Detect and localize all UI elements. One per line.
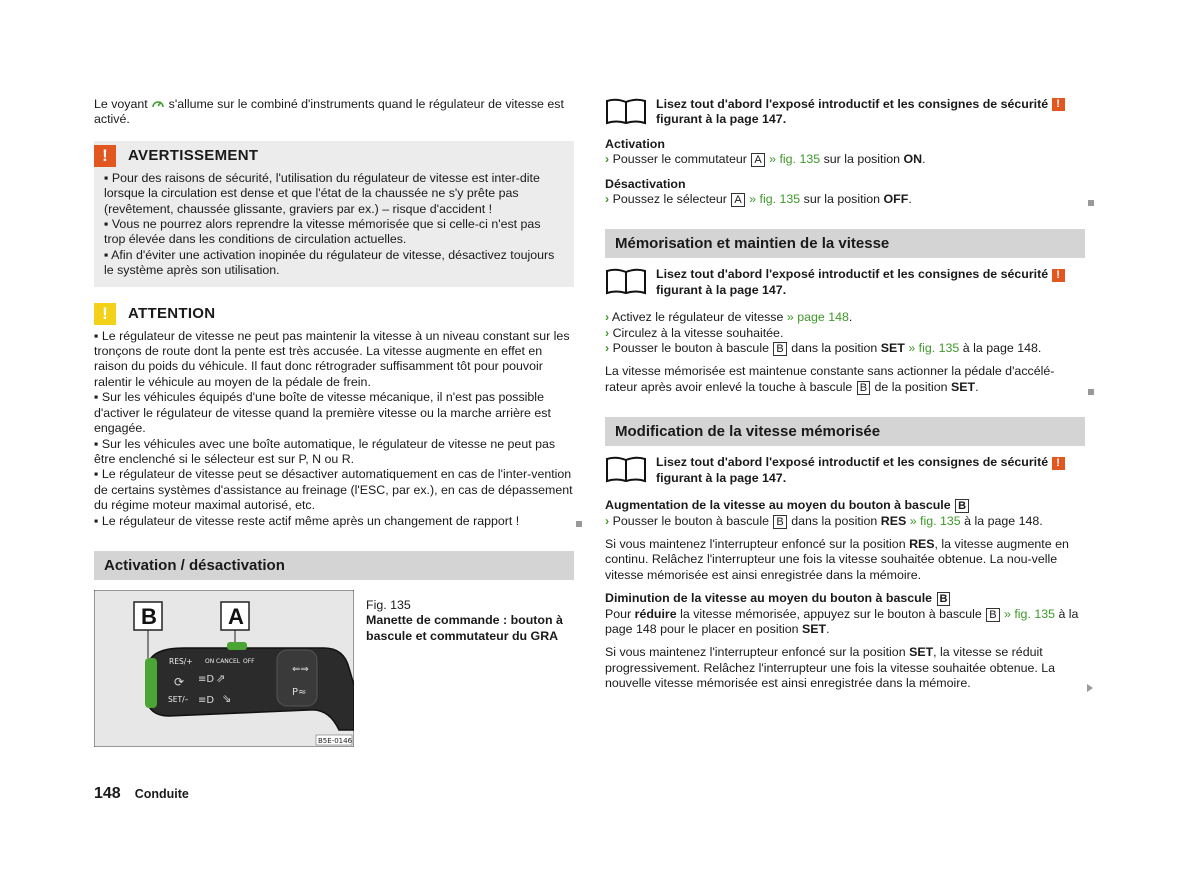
- caution-item: ▪ Le régulateur de vitesse peut se désactiver automatiquement en cas de l'inter-vention de certains systèmes d'assistance au freinage (l'ESC, par ex.), en cas de dépassement du régime moteur maximal autorisé, etc.: [94, 467, 573, 513]
- figure-set-label: SET/–: [168, 694, 189, 704]
- figure-cancel-label: CANCEL: [216, 657, 241, 665]
- svg-text:≡D: ≡D: [198, 673, 215, 685]
- warning-small-icon: !: [1052, 98, 1065, 111]
- increase-paragraph: Si vous maintenez l'interrupteur enfoncé sur la position RES, la vitesse augmente en continu. Relâchez l'interrupteur une fois la vitesse souhaitée obtenue. La nou-velle vitesse mémorisée est ainsi enregistrée dans la mémoire.: [605, 536, 1069, 582]
- caution-title: ATTENTION: [128, 304, 216, 322]
- svg-text:⇐⇒: ⇐⇒: [292, 663, 309, 675]
- book-icon: [605, 267, 647, 295]
- svg-text:P≈: P≈: [292, 686, 307, 698]
- end-mark: [1088, 200, 1094, 206]
- warning-title: AVERTISSEMENT: [128, 147, 259, 165]
- decrease-title: Diminution de la vitesse au moyen du bouton à bascule B: [605, 591, 1085, 606]
- figure-off-label: OFF: [243, 657, 255, 665]
- book-icon: [605, 97, 647, 125]
- memorisation-step: › Activez le régulateur de vitesse » page 148.: [605, 310, 853, 325]
- figure-code: B5E-0146: [318, 736, 353, 745]
- deactivation-step: › Poussez le sélecteur A » fig. 135 sur la position OFF.: [605, 192, 912, 207]
- fig-link[interactable]: » fig. 135: [769, 152, 821, 167]
- figure-label-b: B: [141, 603, 157, 629]
- left-column: [94, 97, 574, 747]
- caution-item: ▪ Sur les véhicules équipés d'une boîte de vitesse mécanique, il n'est pas possible d'activer le régulateur de vitesse quand la première vitesse ou la marche arrière est engagée.: [94, 390, 551, 436]
- warning-item: ▪ Afin d'éviter une activation inopinée du régulateur de vitesse, désactivez toujours le système après son utilisation.: [104, 247, 555, 278]
- figure-caption-text: Manette de commande : bouton à bascule et commutateur du GRA: [366, 613, 563, 643]
- section-title-activation: Activation / désactivation: [94, 551, 574, 580]
- page-link[interactable]: » page 148: [786, 310, 849, 325]
- warning-small-icon: !: [1052, 457, 1065, 470]
- continue-arrow-icon: [1087, 684, 1093, 692]
- activation-step: › Pousser le commutateur A » fig. 135 sur la position ON.: [605, 152, 926, 167]
- increase-step: › Pousser le bouton à bascule B dans la position RES » fig. 135 à la page 148.: [605, 513, 1043, 528]
- section-title-memorisation: Mémorisation et maintien de la vitesse: [605, 229, 1085, 258]
- section-title-modification: Modification de la vitesse mémorisée: [605, 417, 1085, 446]
- figure-label-a: A: [228, 603, 244, 629]
- safety-note: Lisez tout d'abord l'exposé introductif et les consignes de sécurité ! figurant à la page 147.: [605, 97, 1085, 128]
- warning-small-icon: !: [1052, 269, 1065, 282]
- intro-paragraph: Le voyant s'allume sur le combiné d'instruments quand le régulateur de vitesse est activé.: [94, 97, 564, 127]
- caution-item: ▪ Sur les véhicules avec une boîte automatique, le régulateur de vitesse ne peut pas être enclenché si le sélecteur est sur P, N ou R.: [94, 436, 556, 466]
- caution-box: [94, 299, 574, 529]
- caution-icon: !: [94, 303, 116, 325]
- safety-note: Lisez tout d'abord l'exposé introductif et les consignes de sécurité ! figurant à la page 147.: [605, 455, 1085, 486]
- switch-a-shape: [227, 642, 247, 650]
- svg-text:⟳: ⟳: [174, 674, 185, 689]
- end-mark: [1088, 389, 1094, 395]
- memorisation-step: › Circulez à la vitesse souhaitée.: [605, 325, 784, 340]
- book-icon: [605, 455, 647, 483]
- decrease-paragraph-2: Si vous maintenez l'interrupteur enfoncé sur la position SET, la vitesse se réduit progressivement. Relâchez l'interrupteur une fois la vitesse souhaitée obtenue. La nouvelle vitesse mémorisée est ainsi enregistrée dans la mémoire.: [605, 645, 1056, 691]
- end-mark: [576, 521, 582, 527]
- figure-135: [94, 590, 354, 747]
- decrease-paragraph: Pour réduire la vitesse mémorisée, appuyez sur le bouton à bascule B » fig. 135 à la page 148 pour le placer en position SET.: [605, 606, 1079, 636]
- caution-item: ▪ Le régulateur de vitesse ne peut pas maintenir la vitesse à un niveau constant sur les tronçons de route dont la pente est très accusée. La vitesse augmente en effet en raison du poids du véhicule. Il faut donc rétrograder suffisamment tôt pour pouvoir ralentir le véhicule au moyen de la pédale de frein.: [94, 328, 570, 389]
- safety-note: Lisez tout d'abord l'exposé introductif et les consignes de sécurité ! figurant à la page 147.: [605, 267, 1085, 298]
- figure-res-label: RES/+: [169, 656, 193, 666]
- warning-box: [94, 141, 574, 287]
- memorisation-step: › Pousser le bouton à bascule B dans la position SET » fig. 135 à la page 148.: [605, 341, 1042, 356]
- page-number: 148: [94, 785, 121, 802]
- figure-caption-number: Fig. 135: [366, 597, 411, 612]
- chapter-name: Conduite: [134, 787, 189, 801]
- svg-text:⇗: ⇗: [216, 671, 226, 685]
- cruise-control-icon: [151, 97, 165, 109]
- warning-item: ▪ Pour des raisons de sécurité, l'utilisation du régulateur de vitesse est inter-dite lorsque la circulation est dense et que l'état de la chaussée ne s'y prête pas (revêtement, chaussée glissante, graviers par ex.) – risque d'accident !: [104, 170, 540, 216]
- figure-on-label: ON: [205, 657, 215, 665]
- caution-item: ▪ Le régulateur de vitesse reste actif même après un changement de rapport !: [94, 513, 520, 528]
- warning-item: ▪ Vous ne pourrez alors reprendre la vitesse mémorisée que si celle-ci n'est pas trop élevée dans les conditions de circulation actuelles.: [104, 217, 541, 247]
- svg-text:⇘: ⇘: [222, 691, 232, 705]
- right-column: [605, 97, 1085, 692]
- memorisation-paragraph: La vitesse mémorisée est maintenue constante sans actionner la pédale d'accélé-rateur après avoir enlevé la touche à bascule B de la position SET.: [605, 364, 1055, 394]
- figure-caption: [354, 590, 566, 747]
- fig-link[interactable]: » fig. 135: [908, 341, 960, 356]
- fig-link[interactable]: » fig. 135: [1004, 606, 1056, 621]
- fig-link[interactable]: » fig. 135: [909, 513, 961, 528]
- rocker-b-shape: [145, 658, 157, 708]
- page-footer: [94, 786, 189, 802]
- stalk-illustration: [94, 590, 354, 747]
- deactivation-title: Désactivation: [605, 176, 686, 191]
- warning-icon: !: [94, 145, 116, 167]
- activation-title: Activation: [605, 136, 665, 151]
- increase-title: Augmentation de la vitesse au moyen du bouton à bascule B: [605, 498, 1085, 513]
- svg-text:≡D: ≡D: [198, 694, 215, 706]
- fig-link[interactable]: » fig. 135: [749, 192, 801, 207]
